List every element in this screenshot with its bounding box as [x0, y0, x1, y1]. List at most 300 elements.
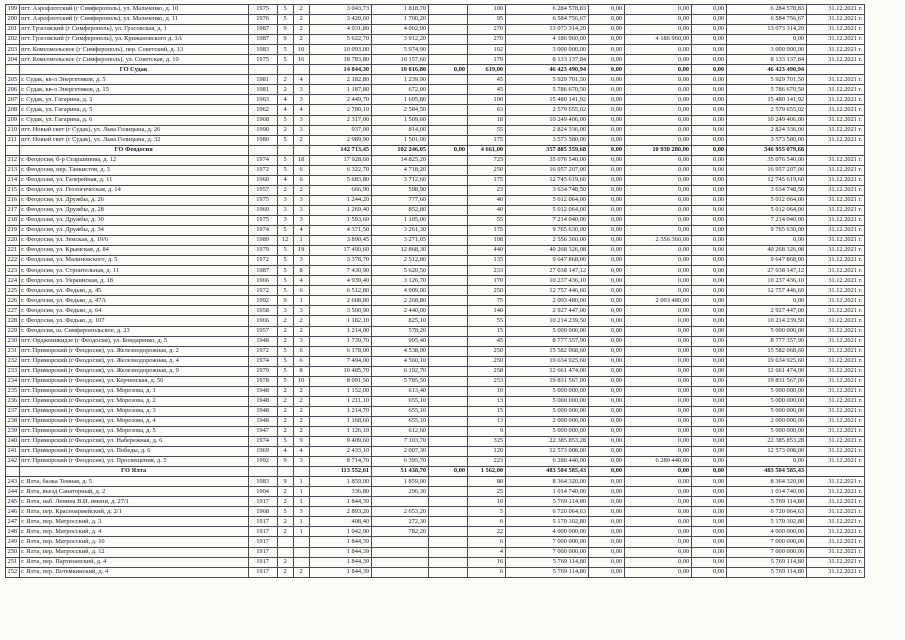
extra-area-cell	[428, 406, 467, 416]
extra-area-cell	[428, 115, 467, 125]
entrances-cell: 3	[293, 195, 309, 205]
row-number-cell: 242	[6, 457, 20, 467]
total-cost-cell: 5 012 064,00	[505, 195, 588, 205]
other-cost-cell: 5 769 114,80	[726, 567, 806, 577]
total-area-cell: 2 449,70	[309, 95, 371, 105]
fund-cost-cell: 0,00	[588, 155, 624, 165]
address-cell: г. Судак, кв-л Энергетиков, д. 5	[19, 75, 248, 85]
other-cost-cell: 40 268 326,08	[726, 246, 806, 256]
extra-area-cell	[428, 215, 467, 225]
table-row	[6, 557, 865, 567]
fund-cost-cell: 0,00	[588, 85, 624, 95]
row-number-cell: 214	[6, 175, 20, 185]
total-cost-cell: 6 720 064,63	[505, 507, 588, 517]
total-cost-cell: 7 000 000,00	[505, 537, 588, 547]
owner-cost-cell: 0,00	[691, 557, 726, 567]
row-number-cell: 231	[6, 346, 20, 356]
extra-area-cell	[428, 165, 467, 175]
total-area-cell: 2 893,20	[309, 507, 371, 517]
year-built-cell: 1917	[248, 537, 277, 547]
living-area-cell: 6 395,70	[371, 457, 428, 467]
fund-cost-cell: 0,00	[588, 497, 624, 507]
year-built-cell: 1972	[248, 256, 277, 266]
deadline-date-cell: 31.12.2021 г.	[806, 125, 864, 135]
deadline-date-cell: 31.12.2021 г.	[806, 416, 864, 426]
other-cost-cell: 3 573 580,00	[726, 135, 806, 145]
table-row	[6, 477, 865, 487]
total-area-cell: 6 322,70	[309, 165, 371, 175]
year-built-cell: 1975	[248, 5, 277, 15]
owner-cost-cell: 0,00	[691, 65, 726, 75]
residents-cell: 135	[467, 256, 505, 266]
year-built-cell: 1963	[248, 95, 277, 105]
budget-cost-cell: 0,00	[624, 527, 691, 537]
housing-repair-register-table	[5, 4, 865, 578]
entrances-cell: 3	[293, 507, 309, 517]
total-cost-cell: 3 573 580,00	[505, 135, 588, 145]
deadline-date-cell: 31.12.2021 г.	[806, 35, 864, 45]
residents-cell: 725	[467, 155, 505, 165]
extra-area-cell	[428, 75, 467, 85]
entrances-cell: 3	[293, 205, 309, 215]
fund-cost-cell: 0,00	[588, 487, 624, 497]
fund-cost-cell: 0,00	[588, 226, 624, 236]
other-cost-cell: 5 000 000,00	[726, 326, 806, 336]
entrances-cell: 2	[293, 426, 309, 436]
residents-cell: 270	[467, 35, 505, 45]
year-built-cell: 1972	[248, 346, 277, 356]
year-built-cell: 1989	[248, 236, 277, 246]
budget-cost-cell: 0,00	[624, 487, 691, 497]
total-area-cell: 2 433,10	[309, 447, 371, 457]
living-area-cell: 655,10	[371, 416, 428, 426]
living-area-cell: 578,20	[371, 326, 428, 336]
entrances-cell: 8	[293, 366, 309, 376]
living-area-cell: 1 859,00	[371, 477, 428, 487]
residents-cell: 6	[467, 537, 505, 547]
address-cell: пгт. Грэсовский (г Симферополь), ул. Грэсовская, д. 1	[19, 25, 248, 35]
floors-cell: 5	[277, 276, 293, 286]
entrances-cell	[293, 145, 309, 155]
total-cost-cell: 5 000 000,00	[505, 326, 588, 336]
row-number-cell: 247	[6, 517, 20, 527]
owner-cost-cell: 0,00	[691, 527, 726, 537]
total-cost-cell: 15 480 141,92	[505, 95, 588, 105]
year-built-cell: 1976	[248, 15, 277, 25]
floors-cell: 2	[277, 416, 293, 426]
year-built-cell: 1960	[248, 175, 277, 185]
address-cell: пгт. Приморский (г Феодосия), ул. Морозова, д. 3	[19, 406, 248, 416]
fund-cost-cell: 0,00	[588, 105, 624, 115]
other-cost-cell: 27 038 147,12	[726, 266, 806, 276]
row-number-cell: 220	[6, 236, 20, 246]
other-cost-cell: 10 214 239,50	[726, 316, 806, 326]
owner-cost-cell: 0,00	[691, 497, 726, 507]
row-number-cell: 215	[6, 185, 20, 195]
total-area-cell: 2 608,80	[309, 296, 371, 306]
other-cost-cell: 8 364 320,00	[726, 477, 806, 487]
budget-cost-cell: 0,00	[624, 175, 691, 185]
owner-cost-cell: 0,00	[691, 85, 726, 95]
row-number-cell: 243	[6, 477, 20, 487]
address-cell: г. Судак, ул. Гагарина, д. 6	[19, 115, 248, 125]
living-area-cell	[371, 557, 428, 567]
residents-cell: 6	[467, 567, 505, 577]
table-row	[6, 416, 865, 426]
total-area-cell: 1 844,39	[309, 567, 371, 577]
residents-cell: 63	[467, 105, 505, 115]
total-cost-cell: 5 000 000,00	[505, 396, 588, 406]
year-built-cell: 1948	[248, 386, 277, 396]
budget-cost-cell: 0,00	[624, 356, 691, 366]
residents-cell: 45	[467, 75, 505, 85]
year-built-cell: 1974	[248, 356, 277, 366]
living-area-cell: 1 501,00	[371, 135, 428, 145]
residents-cell: 4 661,00	[467, 145, 505, 155]
other-cost-cell: 346 955 079,68	[726, 145, 806, 155]
address-cell: г. Ялта, пер. Матросский, д. 4	[19, 527, 248, 537]
year-built-cell: 1981	[248, 75, 277, 85]
extra-area-cell: 0,00	[428, 65, 467, 75]
entrances-cell: 18	[293, 155, 309, 165]
owner-cost-cell: 0,00	[691, 447, 726, 457]
year-built-cell: 1974	[248, 437, 277, 447]
total-area-cell: 1 844,39	[309, 537, 371, 547]
row-number-cell: 223	[6, 266, 20, 276]
total-area-cell: 3 500,90	[309, 306, 371, 316]
extra-area-cell	[428, 457, 467, 467]
residents-cell: 18	[467, 115, 505, 125]
floors-cell: 5	[277, 366, 293, 376]
other-cost-cell: 5 000 000,00	[726, 396, 806, 406]
table-row	[6, 135, 865, 145]
fund-cost-cell: 0,00	[588, 95, 624, 105]
living-area-cell: 2 007,30	[371, 447, 428, 457]
entrances-cell: 2	[293, 316, 309, 326]
owner-cost-cell: 0,00	[691, 145, 726, 155]
living-area-cell: 3 712,60	[371, 175, 428, 185]
total-cost-cell: 2 927 447,00	[505, 306, 588, 316]
extra-area-cell	[428, 35, 467, 45]
row-number-cell: 234	[6, 376, 20, 386]
owner-cost-cell: 0,00	[691, 426, 726, 436]
entrances-cell: 2	[293, 35, 309, 45]
extra-area-cell	[428, 125, 467, 135]
row-number-cell: 202	[6, 35, 20, 45]
year-built-cell: 1966	[248, 316, 277, 326]
total-cost-cell: 9 647 868,00	[505, 256, 588, 266]
other-cost-cell: 12 757 446,60	[726, 286, 806, 296]
year-built-cell: 1981	[248, 85, 277, 95]
extra-area-cell	[428, 447, 467, 457]
total-area-cell: 17 928,60	[309, 155, 371, 165]
budget-cost-cell: 0,00	[624, 346, 691, 356]
fund-cost-cell: 0,00	[588, 165, 624, 175]
fund-cost-cell: 0,00	[588, 35, 624, 45]
extra-area-cell	[428, 547, 467, 557]
row-number-cell: 210	[6, 125, 20, 135]
address-cell: г. Ялта, пер. Матросский, д. 10	[19, 537, 248, 547]
deadline-date-cell: 31.12.2021 г.	[806, 266, 864, 276]
owner-cost-cell: 0,00	[691, 517, 726, 527]
total-area-cell: 4 939,40	[309, 276, 371, 286]
entrances-cell: 16	[293, 55, 309, 65]
entrances-cell: 1	[293, 236, 309, 246]
total-area-cell: 1 214,00	[309, 326, 371, 336]
year-built-cell: 1974	[248, 155, 277, 165]
address-cell: пгт. Орджоникидзе (г Феодосия), ул. Бондаренко, д. 5	[19, 336, 248, 346]
budget-cost-cell: 0,00	[624, 135, 691, 145]
extra-area-cell	[428, 85, 467, 95]
entrances-cell: 4	[293, 447, 309, 457]
budget-cost-cell: 0,00	[624, 557, 691, 567]
fund-cost-cell: 0,00	[588, 336, 624, 346]
table-row	[6, 95, 865, 105]
entrances-cell: 3	[293, 125, 309, 135]
table-row	[6, 286, 865, 296]
entrances-cell: 3	[293, 256, 309, 266]
total-cost-cell: 15 582 068,60	[505, 346, 588, 356]
living-area-cell: 4 560,10	[371, 356, 428, 366]
total-cost-cell: 6 280 440,00	[505, 457, 588, 467]
total-area-cell: 8 091,50	[309, 376, 371, 386]
owner-cost-cell: 0,00	[691, 5, 726, 15]
other-cost-cell: 8 777 357,90	[726, 336, 806, 346]
residents-cell: 45	[467, 85, 505, 95]
fund-cost-cell: 0,00	[588, 246, 624, 256]
extra-area-cell	[428, 45, 467, 55]
residents-cell: 55	[467, 215, 505, 225]
table-row	[6, 426, 865, 436]
living-area-cell: 6 192,70	[371, 366, 428, 376]
residents-cell: 13	[467, 416, 505, 426]
row-number-cell: 217	[6, 205, 20, 215]
budget-cost-cell: 0,00	[624, 95, 691, 105]
total-area-cell: 1 244,20	[309, 195, 371, 205]
deadline-date-cell: 31.12.2021 г.	[806, 25, 864, 35]
budget-cost-cell: 0,00	[624, 276, 691, 286]
deadline-date-cell: 31.12.2021 г.	[806, 336, 864, 346]
total-cost-cell: 5 000 000,00	[505, 426, 588, 436]
total-cost-cell: 10 249 406,00	[505, 115, 588, 125]
address-cell: г. Феодосия, ул. Дружбы, д. 26	[19, 195, 248, 205]
deadline-date-cell: 31.12.2021 г.	[806, 286, 864, 296]
year-built-cell: 1948	[248, 406, 277, 416]
extra-area-cell	[428, 366, 467, 376]
row-number-cell: 208	[6, 105, 20, 115]
year-built-cell: 1948	[248, 396, 277, 406]
year-built-cell: 1966	[248, 276, 277, 286]
owner-cost-cell: 0,00	[691, 25, 726, 35]
other-cost-cell: 5 786 670,50	[726, 85, 806, 95]
entrances-cell: 2	[293, 5, 309, 15]
deadline-date-cell: 31.12.2021 г.	[806, 376, 864, 386]
table-row	[6, 537, 865, 547]
row-number-cell	[6, 467, 20, 477]
residents-cell: 102	[467, 45, 505, 55]
total-area-cell: 8 714,70	[309, 457, 371, 467]
address-cell: г. Ялта, пер. Красноармейский, д. 2/1	[19, 507, 248, 517]
living-area-cell: 4 718,20	[371, 165, 428, 175]
row-number-cell: 219	[6, 226, 20, 236]
address-cell: г. Ялта, пер. Потемкинский, д. 4	[19, 567, 248, 577]
budget-cost-cell: 0,00	[624, 266, 691, 276]
other-cost-cell: 5 769 114,80	[726, 557, 806, 567]
total-area-cell: 18 783,80	[309, 55, 371, 65]
floors-cell	[277, 537, 293, 547]
total-cost-cell: 5 929 701,50	[505, 75, 588, 85]
other-cost-cell: 12 573 008,00	[726, 447, 806, 457]
row-number-cell: 212	[6, 155, 20, 165]
floors-cell: 5	[277, 356, 293, 366]
residents-cell: 10	[467, 386, 505, 396]
fund-cost-cell: 0,00	[588, 45, 624, 55]
address-cell: г. Феодосия, ул. Дружбы, д. 28	[19, 205, 248, 215]
entrances-cell: 6	[293, 175, 309, 185]
owner-cost-cell: 0,00	[691, 386, 726, 396]
owner-cost-cell: 0,00	[691, 276, 726, 286]
budget-cost-cell: 0,00	[624, 306, 691, 316]
owner-cost-cell: 0,00	[691, 205, 726, 215]
address-cell: г. Судак, кв-л Энергетиков, д. 15	[19, 85, 248, 95]
row-number-cell: 233	[6, 366, 20, 376]
row-number-cell: 224	[6, 276, 20, 286]
other-cost-cell: 6 584 756,67	[726, 15, 806, 25]
table-row	[6, 55, 865, 65]
living-area-cell: 2 584,50	[371, 105, 428, 115]
total-area-cell: 7 494,00	[309, 356, 371, 366]
total-area-cell: 1 214,70	[309, 406, 371, 416]
floors-cell: 9	[277, 35, 293, 45]
budget-cost-cell: 0,00	[624, 226, 691, 236]
residents-cell: 100	[467, 95, 505, 105]
entrances-cell: 4	[293, 105, 309, 115]
table-row	[6, 527, 865, 537]
budget-cost-cell: 0,00	[624, 366, 691, 376]
floors-cell: 12	[277, 236, 293, 246]
extra-area-cell	[428, 276, 467, 286]
entrances-cell: 2	[293, 406, 309, 416]
deadline-date-cell: 31.12.2021 г.	[806, 15, 864, 25]
year-built-cell: 1979	[248, 246, 277, 256]
address-cell: пгт. Приморский (г Феодосия), ул. Набережная, д. 6	[19, 437, 248, 447]
entrances-cell: 3	[293, 336, 309, 346]
fund-cost-cell: 0,00	[588, 396, 624, 406]
total-cost-cell: 5 170 302,80	[505, 517, 588, 527]
budget-cost-cell: 2 093 480,00	[624, 296, 691, 306]
other-cost-cell: 2 579 655,02	[726, 105, 806, 115]
owner-cost-cell: 0,00	[691, 125, 726, 135]
residents-cell: 250	[467, 286, 505, 296]
address-cell: г. Феодосия, ул. Малиновского, д. 5	[19, 256, 248, 266]
table-row	[6, 115, 865, 125]
total-area-cell: 3 043,73	[309, 5, 371, 15]
row-number-cell: 218	[6, 215, 20, 225]
address-cell: пгт. Приморский (г Феодосия), ул. Просвещения, д. 5	[19, 457, 248, 467]
deadline-date-cell: 31.12.2021 г.	[806, 497, 864, 507]
year-built-cell: 1968	[248, 115, 277, 125]
total-area-cell: 17 490,60	[309, 246, 371, 256]
residents-cell: 253	[467, 376, 505, 386]
deadline-date-cell: 31.12.2021 г.	[806, 517, 864, 527]
deadline-date-cell: 31.12.2021 г.	[806, 5, 864, 15]
fund-cost-cell: 0,00	[588, 236, 624, 246]
floors-cell: 2	[277, 125, 293, 135]
fund-cost-cell: 0,00	[588, 517, 624, 527]
budget-cost-cell: 2 556 360,00	[624, 236, 691, 246]
deadline-date-cell: 31.12.2021 г.	[806, 95, 864, 105]
entrances-cell: 9	[293, 437, 309, 447]
fund-cost-cell: 0,00	[588, 437, 624, 447]
total-area-cell: 3 890,45	[309, 236, 371, 246]
total-cost-cell: 10 214 239,50	[505, 316, 588, 326]
entrances-cell: 3	[293, 95, 309, 105]
extra-area-cell	[428, 266, 467, 276]
fund-cost-cell: 0,00	[588, 507, 624, 517]
living-area-cell: 1 239,90	[371, 75, 428, 85]
deadline-date-cell: 31.12.2021 г.	[806, 215, 864, 225]
owner-cost-cell: 0,00	[691, 376, 726, 386]
entrances-cell: 8	[293, 266, 309, 276]
other-cost-cell: 16 957 207,00	[726, 165, 806, 175]
other-cost-cell: 19 831 567,00	[726, 376, 806, 386]
owner-cost-cell: 0,00	[691, 35, 726, 45]
year-built-cell: 1958	[248, 306, 277, 316]
table-row	[6, 45, 865, 55]
total-cost-cell: 5 012 064,00	[505, 205, 588, 215]
entrances-cell: 2	[293, 567, 309, 577]
address-cell: пгт. Новый свет (г Судак), ул. Льва Голицына, д. 26	[19, 125, 248, 135]
other-cost-cell: 9 765 630,00	[726, 226, 806, 236]
row-number-cell: 237	[6, 406, 20, 416]
address-cell: пгт. Приморский (г Феодосия), ул. Морозова, д. 5	[19, 426, 248, 436]
deadline-date-cell: 31.12.2021 г.	[806, 437, 864, 447]
floors-cell: 2	[277, 396, 293, 406]
deadline-date-cell: 31.12.2021 г.	[806, 45, 864, 55]
living-area-cell: 10 157,60	[371, 55, 428, 65]
address-cell: г. Феодосия, ул. Дружбы, д. 30	[19, 215, 248, 225]
total-cost-cell: 7 214 040,00	[505, 215, 588, 225]
address-cell: пгт. Новый свет (г Судак), ул. Льва Голицына, д. 32	[19, 135, 248, 145]
owner-cost-cell: 0,00	[691, 567, 726, 577]
extra-area-cell	[428, 135, 467, 145]
table-row	[6, 165, 865, 175]
deadline-date-cell: 31.12.2021 г.	[806, 537, 864, 547]
extra-area-cell	[428, 105, 467, 115]
total-area-cell: 1 739,70	[309, 336, 371, 346]
other-cost-cell: 4 000 000,00	[726, 527, 806, 537]
other-cost-cell: 5 929 701,50	[726, 75, 806, 85]
budget-cost-cell: 0,00	[624, 316, 691, 326]
year-built-cell: 1983	[248, 45, 277, 55]
fund-cost-cell: 0,00	[588, 557, 624, 567]
floors-cell: 3	[277, 306, 293, 316]
living-area-cell: 852,80	[371, 205, 428, 215]
address-cell: г. Феодосия, ул. Строительная, д. 11	[19, 266, 248, 276]
entrances-cell: 2	[293, 135, 309, 145]
address-cell: г. Ялта, пер. Партизанский, д. 4	[19, 557, 248, 567]
owner-cost-cell: 0,00	[691, 396, 726, 406]
row-number-cell: 227	[6, 306, 20, 316]
residents-cell: 108	[467, 236, 505, 246]
owner-cost-cell: 0,00	[691, 406, 726, 416]
total-cost-cell: 483 504 585,43	[505, 467, 588, 477]
residents-cell: 13	[467, 396, 505, 406]
budget-cost-cell: 0,00	[624, 396, 691, 406]
living-area-cell: 655,10	[371, 396, 428, 406]
address-cell: пгт. Аэрофлотский (г Симферополь), ул. Мальченко, д. 11	[19, 15, 248, 25]
row-number-cell: 245	[6, 497, 20, 507]
